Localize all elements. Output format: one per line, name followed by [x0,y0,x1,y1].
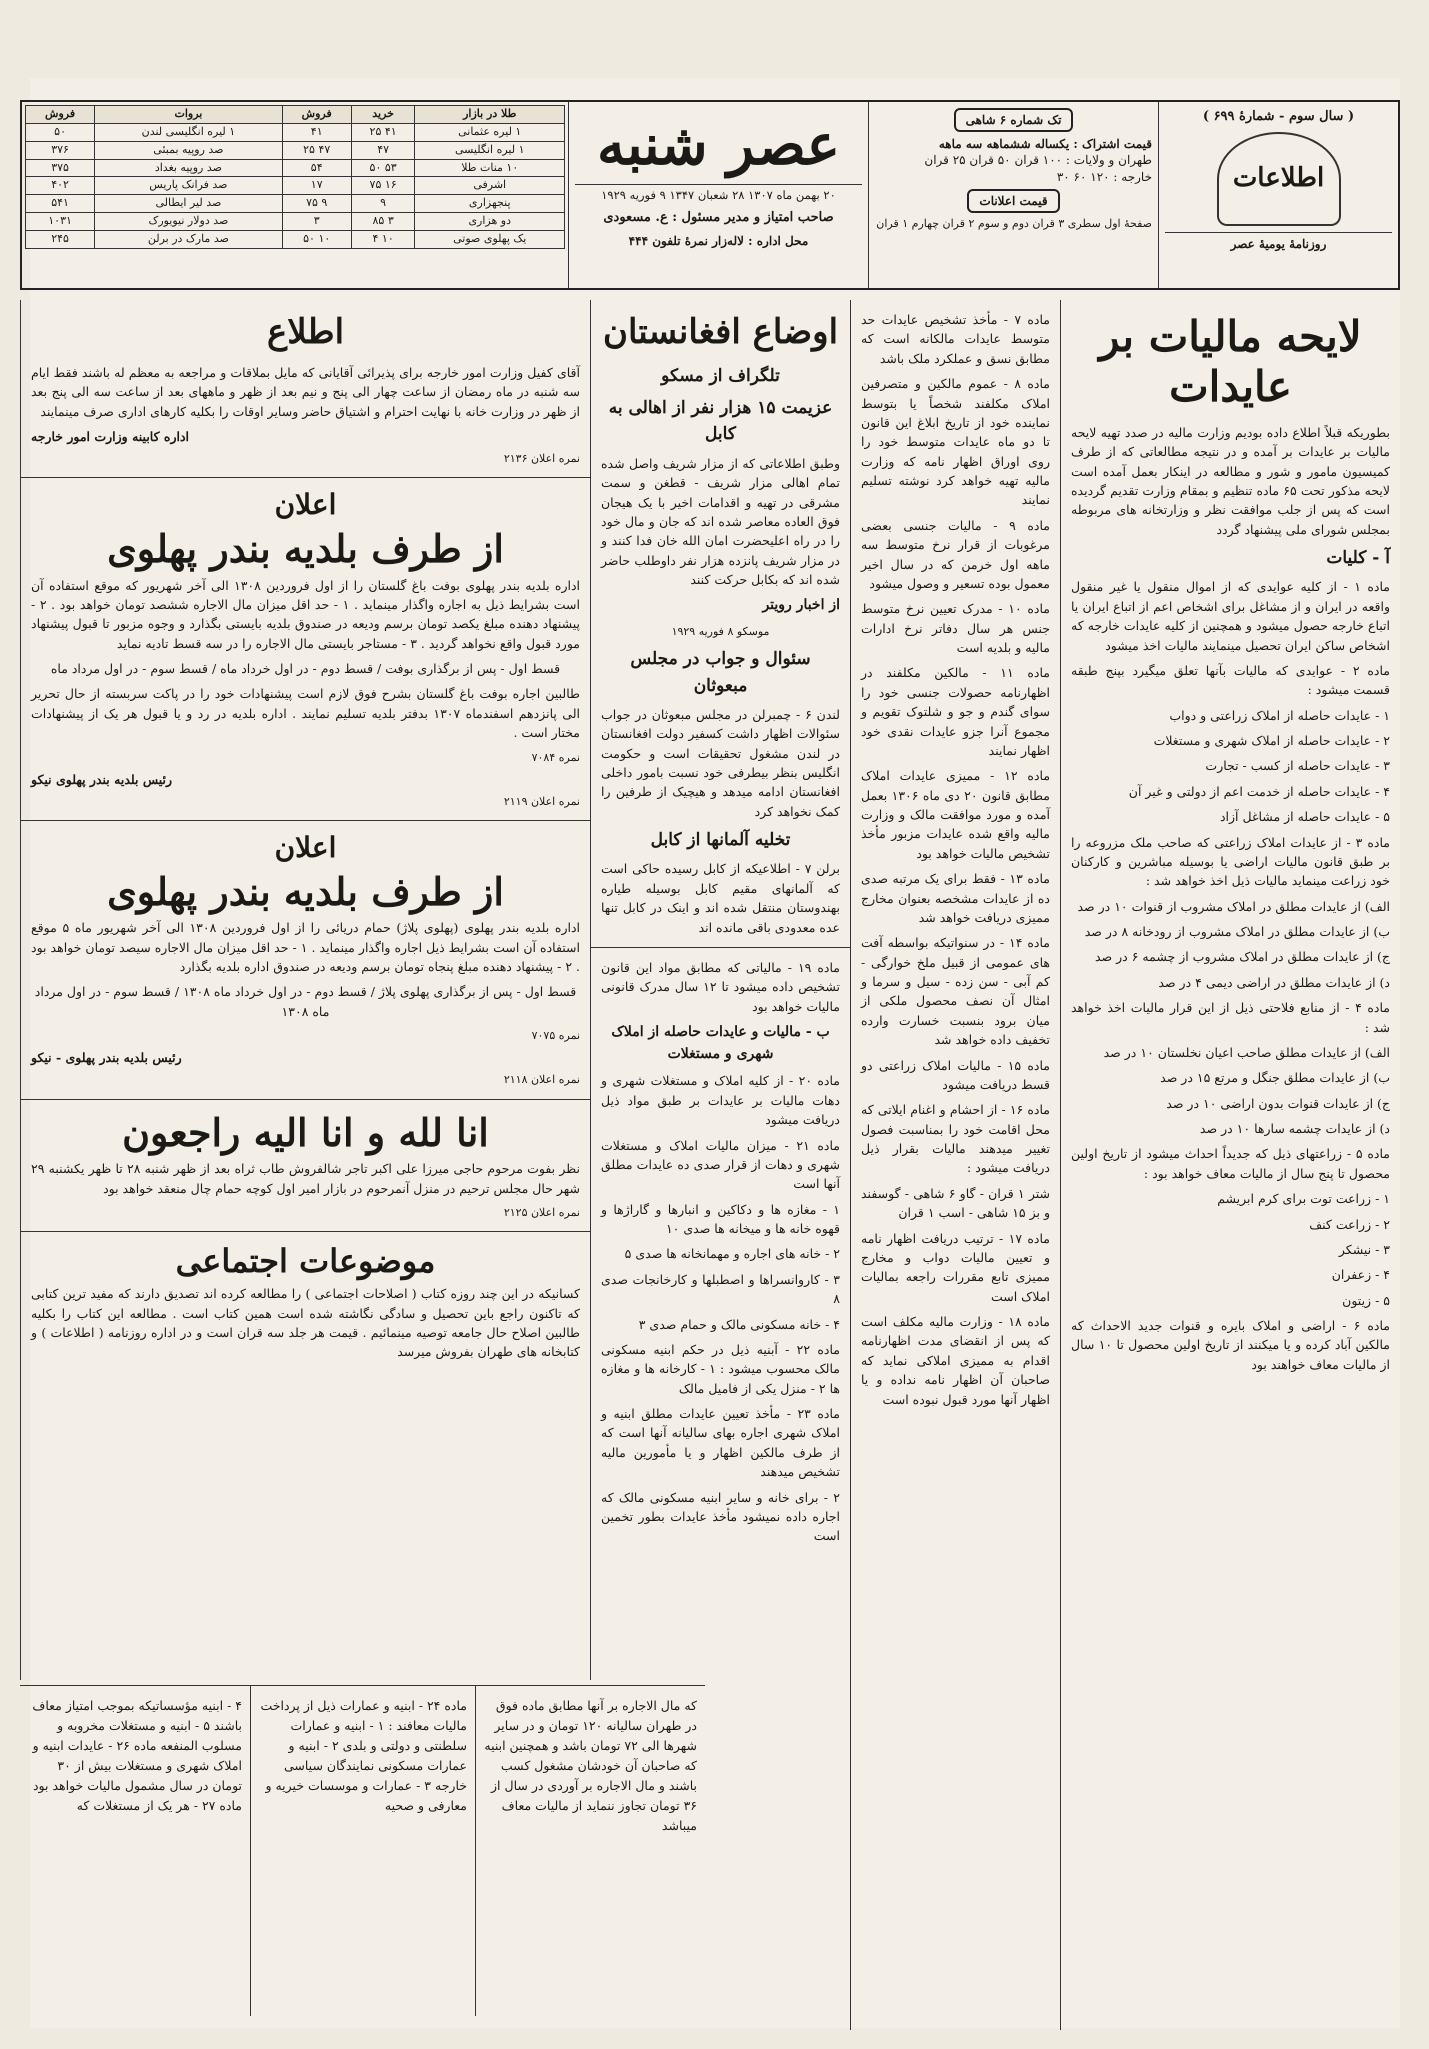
article-23: ماده ۲۳ - مأخذ تعیین عایدات مطلق ابنیه و املاک شهری اجاره بهای سالیانه آنها است که از طرف مالکین اظهار و یا مأمورین مالیه تشخیص میدهند [601,1406,841,1480]
moscow-telegram: تلگراف از مسکو [661,365,780,386]
article-2: ماده ۲ - عوایدی که مالیات بآنها تعلق میگیرد بپنج طبقه قسمت میشود : [1071,662,1391,698]
market-row [26,159,565,177]
subscription-abroad: خارجه : ۱۲۰ ۶۰ ۳۰ [1056,169,1152,184]
market-cell: یک پهلوی صوتی [415,230,565,248]
owner-line: صاحب امتیاز و مدیر مسئول : ع. مسعودی [603,210,834,226]
notice1-signature: اداره کابینه وزارت امور خارجه [31,428,190,444]
rate-b: ب) از عایدات مطلق در املاک مشروب از رودخانه ۸ در صد [1084,924,1390,939]
bottom-col-b [20,1686,250,2016]
notice3-ref: نمره ۷۰۷۵ [531,1029,580,1043]
bottom-text-a: ماده ۲۴ - ابنیه و عمارات ذیل از پرداخت مالیات معافند : ۱ - ابنیه و عمارات سلطنتی و دولتی و بلدی ۲ - ابنیه و عمارات مسکونی نمایندگان سیاسی خارجه ۳ - عمارات و موسسات خیریه و معارفی و صحیه [260,1698,467,1813]
market-cell: ۳ [282,213,351,231]
market-row [26,213,565,231]
masthead [20,100,1400,290]
crop-4: ۴ - زعفران [1331,1267,1390,1283]
notice2-body: اداره بلدیه بندر پهلوی بوفت باغ گلستان را از اول فروردین ۱۳۰۸ الی آخر شهریور که موقع استفاده آن است بشرایط ذیل به اجاره واگذار مینماید . ۱ - حد اقل میزان مال الاجاره ششصد تومان خواهد بود . ۲ - پیشنهاد دهنده مبلغ یکصد تومان برسم ودیعه در صندوق بلدیه بایستی بگذارد و وجوه مزبور تا قبول پیشنهاد مورد قبول واقع نخواهد گردید . ۳ - مستاجر بایستی مال الاجاره را در سه قسط تادیه نماید [31,577,580,651]
column-income-tax-cont [850,300,1060,2030]
market-rates-table [25,105,565,249]
social-topics-title: موضوعات اجتماعی [175,1241,436,1280]
ads-rates: صفحهٔ اول سطری ۳ قران دوم و سوم ۲ قران چهارم ۱ قران [876,216,1152,230]
col-sell-2: فروش [26,106,95,124]
market-rows [26,123,565,248]
livestock-rates: شتر ۱ قران - گاو ۶ شاهی - گوسفند و بز ۱۵ شاهی - اسب ۱ قران [861,1185,1050,1221]
divider [21,477,590,478]
market-rates-block [22,102,568,288]
income-class-5: ۵ - عایدات حاصله از مشاغل آزاد [1219,809,1390,825]
col-buy: خرید [351,106,415,124]
article-21: ماده ۲۱ - میزان مالیات املاک و مستغلات شهری و دهات از قرار صدی ده عایدات مطلق آنها است [601,1137,841,1192]
crop-5: ۵ - زیتون [1342,1292,1390,1308]
article-11: ماده ۱۱ - مالکین مکلفند در اظهارنامه حصولات جنسی خود را سوای گندم و جو و شلتوک تقویم و مجموع آنرا جزو عایدات نقدی خود اظهار نمایند [861,665,1050,758]
divider [591,947,850,948]
rate2-c: ج) از عایدات قنوات بدون اراضی ۱۰ در صد [1166,1095,1390,1111]
date-line: ۲۰ بهمن ماه ۱۳۰۷ ۲۸ شعبان ۱۳۴۷ ۹ فوریه ۱۹۲۹ [575,184,862,204]
market-cell: ۱ لیره انگلیسی لندن [95,123,283,141]
market-cell: ۹ ۷۵ [282,195,351,213]
article-7: ماده ۷ - مأخذ تشخیص عایدات حد متوسط عایدات مالکانه است که مطابق نسق و عملکرد ملک باشد [861,312,1051,366]
urban-rate-1: ۱ - مغازه ها و دکاکین و انبارها و گاراژها و قهوه خانه ها و میخانه ها صدی ۱۰ [601,1201,840,1237]
market-cell: ۹ [351,195,415,213]
social-topics-body: کسانیکه در این چند روزه کتاب ( اصلاحات اجتماعی ) را مطالعه کرده اند تصدیق دارند که مفید ترین کتابی که تاکنون راجع باین تحصیل و سادگی نگاشته شده است همین کتاب است . مطالعه این کتاب را بکلیه طالبین اصلاح حال جامعه توصیه مینمائیم . قیمت هر جلد سه قران است و در اداره روزنامه ( اطلاعات ) و کتابخانه های طهران بفروش میرسد [31,1286,580,1360]
notice3-title: از طرف بلدیه بندر پهلوی [107,868,504,914]
market-cell: ۴۷ [351,141,415,159]
article-20: ماده ۲۰ - از کلیه املاک و مستغلات شهری و دهات مالیات بر عایدات بر طبق مواد ذیل دریافت میشود [601,1073,840,1128]
rate-d: د) از عایدات مطلق در اراضی دیمی ۴ در صد [1158,974,1390,990]
article-23-clause: ۲ - برای خانه و سایر ابنیه مسکونی مالک که اجاره داده نمیشود مأخذ عایدات بطور تخمین است [601,1489,840,1544]
market-cell: صد فرانک پاریس [95,177,283,195]
urban-rate-4: ۴ - خانه مسکونی مالک و حمام صدی ۳ [638,1316,840,1332]
paper-name: عصر شنبه [596,112,841,178]
market-cell: ۱۷ [282,177,351,195]
year-issue: ( سال سوم - شمارهٔ ۶۹۹ ) [1202,109,1355,124]
income-tax-intro: بطوریکه قبلاً اطلاع داده بودیم وزارت مالیه در صدد تهیه لایحه مالیات بر عایدات بر آمده و در نتیجه مطالعاتی که از طرف کمیسیون مامور و شور و مطالعه در اینکار بعمل آمده است لایحه مذکور تحت ۶۵ ماده تنظیم و بمقام وزارت تقدیم گردیده است که پس از جلب موافقت نظر و وزارتخانه های مربوطه بمجلس شورای ملی پیشنهاد گردد [1071,424,1390,537]
market-cell: ۱۰ ۴ [351,230,415,248]
income-class-4: ۴ - عایدات حاصله از خدمت اعم از دولتی و غیر آن [1128,783,1390,799]
bottom-articles [20,1685,705,2016]
reuters-source: از اخبار رویتر [762,597,840,614]
notice3-installments: قسط اول - پس از برگذاری پهلوی پلاژ / قسط دوم - در اول خرداد ماه ۱۳۰۸ / قسط سوم - در اول مرداد ماه ۱۳۰۸ [34,984,577,1019]
column-income-tax [1060,300,1400,2030]
notice3-body: اداره بلدیه بندر پهلوی (پهلوی پلاژ) حمام دریائی را از اول فروردین ۱۳۰۸ الی آخر شهریور ماه ۵ موقع استفاده آن است بشرایط ذیل اجاره واگذار مینماید . ۱ - حد اقل میزان مال الاجاره سیصد تومان خواهد بود . ۲ - پیشنهاد دهنده مبلغ پنجاه تومان برسم ودیعه در صندوق اداره بلدیه بگذارد [31,920,580,974]
notice2-number: نمره اعلان ۲۱۱۹ [503,794,580,808]
market-row [26,177,565,195]
income-tax-title: لایحه مالیات بر عایدات [1099,312,1362,412]
article-4: ماده ۴ - از منابع فلاحتی ذیل از این قرار مالیات اخذ خواهد شد : [1071,1000,1391,1035]
market-cell: صد لیر ایطالی [95,195,283,213]
notice3-number: نمره اعلان ۲۱۱۸ [503,1073,580,1087]
section-urban-property: ب - مالیات و عایدات حاصله از املاک شهری و مستغلات [611,1024,830,1062]
article-15: ماده ۱۵ - مالیات املاک زراعتی دو قسط دریافت میشود [861,1057,1050,1092]
crop-1: ۱ - زراعت توت برای کرم ابریشم [1217,1191,1390,1207]
market-cell: ۵۴ [282,159,351,177]
subscription-block [868,102,1158,288]
income-class-1: ۱ - عایدات حاصله از املاک زراعتی و دواب [1169,707,1390,723]
market-cell: ۴۰۲ [26,177,95,195]
article-8: ماده ۸ - عموم مالکین و متصرفین املاک مکلفند شخصاً یا بتوسط نماینده خود از تاریخ ابلاغ این قانون تا دو ماه عایدات متوسط خود را روی اوراق اظهار نامه که وزارت مالیه تهیه خواهد کرد نوشته تسلیم نمایند [861,376,1050,508]
notice1-body: آقای کفیل وزارت امور خارجه برای پذیرائی آقایانی که مایل بملاقات و مراجعه به معظم له باشند فقط ایام سه شنبه در ماه رمضان از ساعت چهار الی پنج و نیم بعد از ظهر و ماههای بعد از ساعت سه الی پنج بعد از ظهر در وزارت خانه با نهایت احترام و اشتیاق حاضر وسایر اوقات را بکلیه کارهای اداری صرف مینمایند [31,364,580,419]
logo-text: اطلاعات [1232,163,1325,193]
logo-emblem-icon [1217,132,1341,226]
single-issue-price: تک شماره ۶ شاهی [954,108,1074,132]
article-9: ماده ۹ - مالیات جنسی بعضی مرغوبات از قرار نرخ متوسط سه ماهه اول خرمن که در سال اخیر معمول بوده تسعیر و وصول میشود [861,517,1051,591]
article-5: ماده ۵ - زراعتهای ذیل که جدیداً احداث میشود از تاریخ اولین محصول تا پنج سال از مالیات معاف خواهد بود : [1071,1146,1391,1181]
market-cell: ۱۰ منات طلا [415,159,565,177]
article-6: ماده ۶ - اراضی و املاک بایره و قنوات جدید الاحداث که مالکین آباد کرده و یا میکنند از تاریخ اولین محصول تا ۱۰ سال از مالیات معاف خواهند بود [1071,1318,1391,1372]
parliament-qa-head: سئوال و جواب در مجلس مبعوثان [630,649,811,696]
notice2-ref: نمره ۷۰۸۴ [531,750,580,764]
masthead-logo-block [1158,102,1398,288]
market-cell: پنجهزاری [415,195,565,213]
market-cell: ۱ لیره عثمانی [415,123,565,141]
market-cell: ۱ لیره انگلیسی [415,141,565,159]
notice2-head: اعلان [274,488,337,522]
bottom-col-a [250,1686,475,2016]
kabul-departure-head: عزیمت ۱۵ هزار نفر از اهالی به کابل [608,398,833,445]
market-cell: ۱۶ ۷۵ [351,177,415,195]
subscription-tehran: طهران و ولایات : ۱۰۰ قران ۵۰ قران ۲۵ قران [924,153,1152,168]
notice1-number: نمره اعلان ۲۱۳۶ [503,452,580,466]
market-cell: صد مارک در برلن [95,230,283,248]
office-line: محل اداره : لاله‌زار نمرهٔ تلفون ۴۴۴ [628,233,809,248]
article-13: ماده ۱۳ - فقط برای یک مرتبه صدی ده از عایدات مشخصه بعنوان مخارج ممیزی دریافت خواهد شد [861,871,1050,925]
afghanistan-p3: برلن ۷ - اطلاعیکه از کابل رسیده حاکی است که آلمانهای مقیم کابل بوسیله طیاره بهندوستان منتقل شده اند و اینک در کابل تنها عده معدودی باقی مانده اند [601,861,840,935]
crop-3: ۳ - نیشکر [1338,1241,1390,1257]
market-cell: دو هزاری [415,213,565,231]
market-row [26,195,565,213]
article-16: ماده ۱۶ - از احشام و اغنام ایلاتی که محل اقامت خود را بمناسبت فصول تغییر میدهند مالیات بقرار ذیل دریافت میشود : [861,1102,1050,1176]
market-cell: ۳۷۶ [26,141,95,159]
market-cell: صد روپیه بغداد [95,159,283,177]
notice2-body2: طالبین اجاره بوفت باغ گلستان بشرح فوق لازم است پیشنهادات خود را در پاکت سربسته از حال تحریر الی پانزدهم اسفندماه ۱۳۰۷ بدفتر بلدیه تسلیم نمایند . اداره بلدیه در رد و یا قبول هر یک از پیشنهادات مختار است . [31,686,580,741]
market-title: طلا در بازار [415,106,565,124]
notice3-head: اعلان [274,831,337,864]
market-cell: ۱۰ ۵۰ [282,230,351,248]
notice1-title: اطلاع [266,312,345,352]
afghanistan-p1: وطبق اطلاعاتی که از مزار شریف واصل شده تمام اهالی مزار شریف - قطغن و سمت مشرقی در تهیه و اقدامات اخیر با یک هیجان فوق العاده معاصر شده اند که جان و مال خود را در راه اعلیحضرت امان الله خان فدا کنند و در مزار شریف پانزده هزار نفر داوطلب حاضر شده اند که بکابل حرکت کنند [601,455,840,588]
market-cell: ۴۱ ۲۵ [351,123,415,141]
divider [21,820,590,821]
obituary-body: نظر بفوت مرحوم حاجی میرزا علی اکبر تاجر شالفروش طاب ثراه بعد از ظهر شنبه ۲۸ تا ظهر یکشنبه ۲۹ شهر حال مجلس ترحیم در منزل آنمرحوم در بازار امیر اول کوچه حمام چال منعقد خواهد بود [31,1161,580,1196]
section-general: آ - کلیات [1326,548,1390,569]
column-afghanistan [590,300,850,1680]
rate2-b: ب) از عایدات مطلق جنگل و مرتع ۱۵ در صد [1160,1070,1390,1086]
subscription-title: قیمت اشتراک : یکساله ششماهه سه ماهه [938,137,1152,152]
obituary-number: نمره اعلان ۲۱۲۵ [503,1205,580,1219]
bottom-text-b: ۴ - ابنیه مؤسساتیکه بموجب امتیاز معاف باشند ۵ - ابنیه و مستغلات مخروبه و مسلوب المنفعه ماده ۲۶ - عایدات ابنیه و املاک شهری و مستغلات بیش از ۳۰ تومان در سال مشمول مالیات خواهد بود ماده ۲۷ - هر یک از مستغلات که [32,1698,242,1813]
bottom-text-c: که مال الاجاره بر آنها مطابق ماده فوق در طهران سالیانه ۱۲۰ تومان و در سایر شهرها الی ۷۲ تومان باشد و همچنین ابنیه که صاحبان آن خودشان مشغول کسب باشند و مال الاجاره بر آوردی در سال از ۳۶ تومان تجاوز ننماید از مالیات معاف میباشد [484,1698,697,1833]
paper-name-block [568,102,868,288]
market-row [26,141,565,159]
market-row [26,230,565,248]
market-cell: ۳۷۵ [26,159,95,177]
market-cell: ۱۰۳۱ [26,213,95,231]
market-cell: صد روپیه بمبئی [95,141,283,159]
tagline: روزنامهٔ یومیهٔ عصر [1165,232,1392,252]
germans-evacuation-head: تخلیه آلمانها از کابل [650,830,791,851]
market-cell: ۵۰ [26,123,95,141]
market-row [26,123,565,141]
bottom-col-c [475,1686,705,2016]
moscow-date: موسکو ۸ فوریه ۱۹۲۹ [671,625,770,639]
article-14: ماده ۱۴ - در سنواتیکه بواسطه آفت های عمومی از قبیل ملخ خوارگی - کم آبی - سن زده - سیل و سرما و امثال آن نصف محصول ملکی از میان برود بنسبت خسارت وارده تخفیف داده خواهد شد [861,935,1050,1048]
market-cell: ۵۴۱ [26,195,95,213]
col-sell: فروش [282,106,351,124]
market-cell: ۴۷ ۲۵ [282,141,351,159]
article-10: ماده ۱۰ - مدرک تعیین نرخ متوسط جنس هر سال دفاتر نرخ ادارات مالیه و بلدیه است [861,601,1050,655]
market-cell: ۲۴۵ [26,230,95,248]
urban-rate-3: ۳ - کاروانسراها و اصطبلها و کارخانجات صدی ۸ [601,1271,840,1307]
article-1: ماده ۱ - از کلیه عوایدی که از اموال منقول یا غیر منقول واقعه در ایران و از مشاغل برای اشخاص اعم از اتباع ایران یا اتباع خارجه حصول میشود و همچنین از کلیه عایدات خارجه که اشخاص ساکن ایران تحصیل مینمایند مالیات اخذ میشود [1071,579,1390,653]
urban-rate-2: ۲ - خانه های اجاره و مهمانخانه ها صدی ۵ [624,1246,840,1262]
column-notices [20,300,590,1680]
col-drafts: بروات [95,106,283,124]
divider [21,1231,590,1232]
rate2-d: د) از عایدات چشمه سارها ۱۰ در صد [1199,1121,1390,1136]
divider [21,1099,590,1100]
article-18: ماده ۱۸ - وزارت مالیه مکلف است که پس از انقضای مدت اظهارنامه اقدام به ممیزی املاکی نماید که صاحبان آن اظهار نامه نداده و یا اظهار آنها مورد قبول نبوده است [861,1314,1050,1407]
market-cell: ۵۳ ۵۰ [351,159,415,177]
rate-a: الف) از عایدات مطلق در املاک مشروب از قنوات ۱۰ در صد [1077,898,1390,914]
rate-c: ج) از عایدات مطلق در املاک مشروب از چشمه ۶ در صد [1094,949,1390,965]
market-cell: ۳ ۸۵ [351,213,415,231]
article-19: ماده ۱۹ - مالیاتی که مطابق مواد این قانون تشخیص داده میشود تا ۱۲ سال مدرک قانونی مالیات خواهد بود [601,959,841,1014]
obituary-title: انا لله و انا الیه راجعون [122,1109,489,1155]
market-cell: ۴۱ [282,123,351,141]
crop-2: ۲ - زراعت کنف [1309,1216,1390,1232]
notice2-title: از طرف بلدیه بندر پهلوی [107,525,504,571]
notice2-signature: رئیس بلدیه بندر پهلوی نیکو [31,771,173,787]
market-cell: صد دولار نیویورک [95,213,283,231]
article-22: ماده ۲۲ - آبنیه ذیل در حکم ابنیه مسکونی مالک محسوب میشود : ۱ - کارخانه ها و مغازه ها ۲ - منزل یکی از فامیل مالک [601,1341,840,1396]
article-3: ماده ۳ - از عایدات املاک زراعتی که صاحب ملک مزروعه را بر طبق قانون مالیات اراضی یا بوسیله مباشرین و کارکنان خود زراعت مینماید مالیات ذیل اخذ خواهد شد : [1071,834,1390,889]
ads-title: قیمت اعلانات [967,189,1059,213]
afghanistan-p2: لندن ۶ - چمبرلن در مجلس مبعوثان در جواب سئوالات اظهار داشت کسفیر دولت افغانستان در لندن مشغول تحقیقات است و حکومت انگلیس بنظر بیطرفی خود نسبت بامور داخلی افغانستان ادامه میدهد و هیچیک از طرفین را کمک نخواهد کرد [601,706,840,819]
market-cell: اشرفی [415,177,565,195]
afghanistan-title: اوضاع افغانستان [602,312,839,352]
article-12: ماده ۱۲ - ممیزی عایدات املاک مطابق قانون ۲۰ دی ماه ۱۳۰۶ بعمل آمده و مورد موافقت مالک و وزارت مالیه واقع شده عایدات مزبور مأخذ تشخیص مالیات خواهد بود [861,768,1051,861]
income-class-2: ۲ - عایدات حاصله از املاک شهری و مستغلات [1153,733,1390,748]
notice2-installments: قسط اول - پس از برگذاری بوفت / قسط دوم - در اول خرداد ماه / قسط سوم - در اول مرداد ماه [50,661,561,677]
rate2-a: الف) از عایدات مطلق صاحب اعیان نخلستان ۱۰ در صد [1103,1044,1390,1060]
notice3-signature: رئیس بلدیه بندر پهلوی - نیکو [31,1050,182,1066]
income-class-3: ۳ - عایدات حاصله از کسب - تجارت [1205,758,1390,774]
article-17: ماده ۱۷ - ترتیب دریافت اظهار نامه و تعیین مالیات دواب و مخارج ممیزی تابع مقررات راجعه بمالیات املاک است [861,1230,1050,1304]
